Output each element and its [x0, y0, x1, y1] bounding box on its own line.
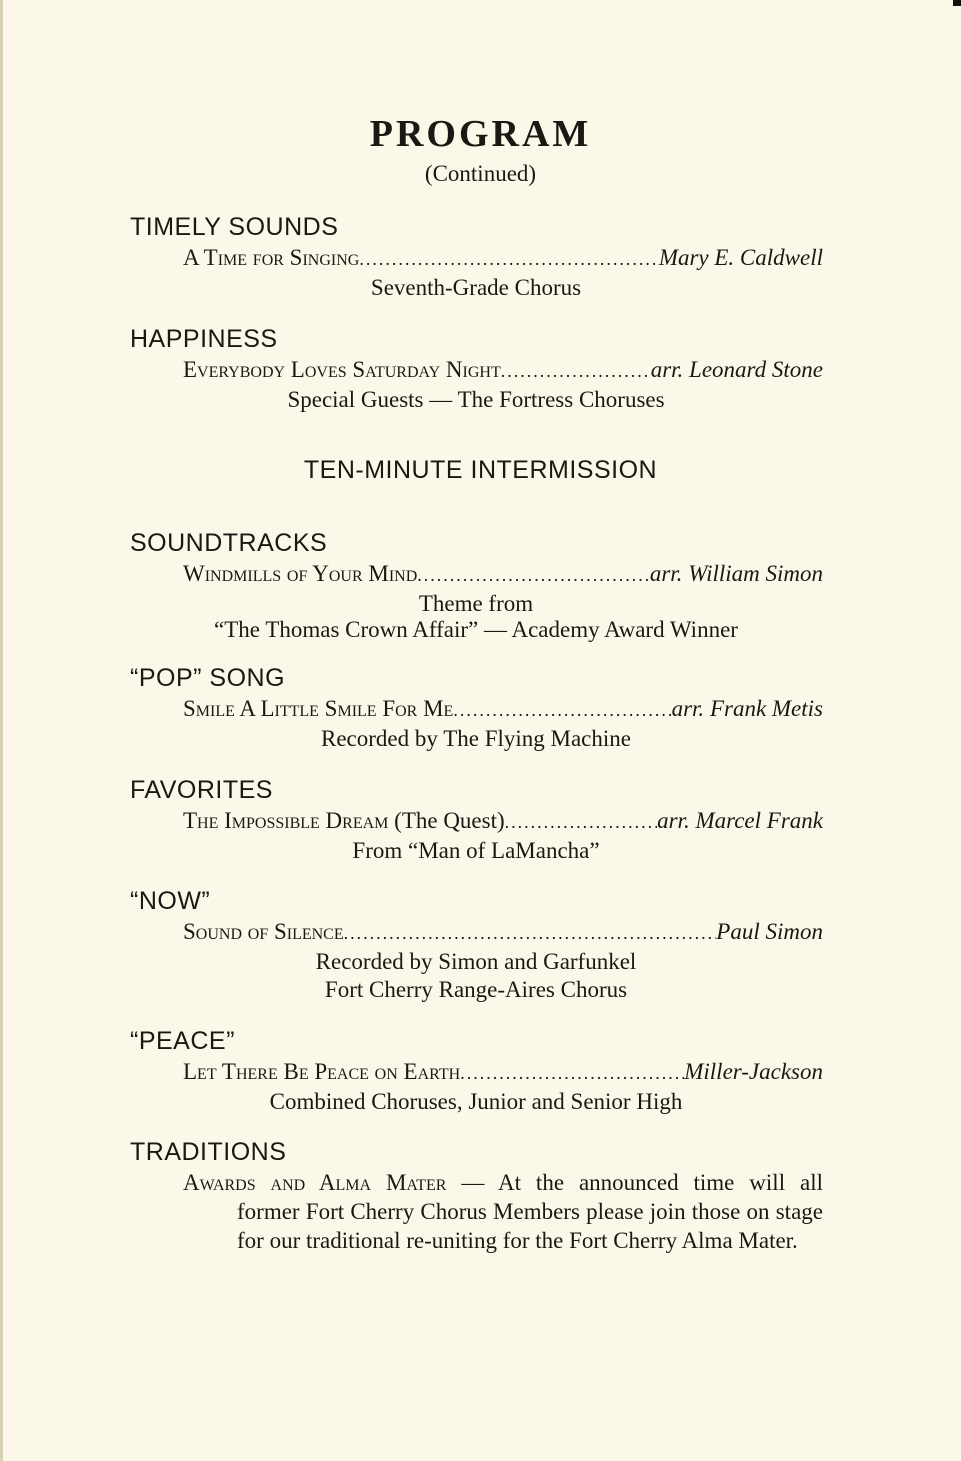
dot-leader: [359, 244, 658, 274]
traditions-paragraph: [183, 1168, 823, 1255]
piece-title: Smile A Little Smile For Me: [183, 696, 454, 721]
section-heading: SOUNDTRACKS: [130, 529, 328, 557]
dot-leader: [417, 560, 650, 590]
dot-leader: [505, 807, 657, 837]
arranger-prefix: arr.: [650, 357, 684, 382]
piece-title: Everybody Loves Saturday Night: [183, 357, 501, 382]
piece-subtitle: (The Quest): [394, 808, 505, 833]
section-heading: TRADITIONS: [130, 1138, 287, 1166]
section-heading: “PEACE”: [130, 1027, 235, 1055]
page-subtitle: (Continued): [424, 161, 537, 186]
program-item: [183, 243, 823, 274]
piece-title: Awards and Alma Mater: [183, 1170, 447, 1195]
section-timely-sounds: [130, 212, 830, 302]
program-item: [183, 917, 823, 948]
section-heading: “NOW”: [130, 887, 211, 915]
program-item: [183, 806, 823, 837]
performer-note: Seventh-Grade Chorus: [370, 275, 582, 300]
section-favorites: [130, 775, 830, 865]
traditions-text: former Fort Cherry Chorus Members please join those on stage for our traditional re-uniting for the Fort Cherry Alma Mater.: [237, 1199, 823, 1253]
dot-leader: [460, 1058, 684, 1088]
dot-leader: [344, 918, 717, 948]
performer-note: Special Guests — The Fortress Choruses: [287, 387, 665, 412]
dot-leader: [453, 695, 671, 725]
piece-title: The Impossible Dream: [183, 808, 389, 833]
composer: Paul Simon: [716, 919, 823, 944]
composer: Mary E. Caldwell: [658, 245, 823, 270]
composer: Marcel Frank: [695, 808, 823, 833]
intermission-label: TEN-MINUTE INTERMISSION: [303, 456, 658, 484]
section-peace: [130, 1026, 830, 1116]
performer-note: Combined Choruses, Junior and Senior High: [269, 1089, 683, 1114]
program-item: [183, 1057, 823, 1088]
performer-note: Recorded by The Flying Machine: [320, 726, 631, 751]
program-item: [183, 355, 823, 386]
piece-title: Windmills of Your Mind: [183, 561, 418, 586]
page-edge: [0, 0, 3, 1461]
performer-note: “The Thomas Crown Affair” — Academy Award Winner: [214, 617, 738, 642]
program-item: [183, 559, 823, 590]
arranger-prefix: arr.: [657, 808, 690, 833]
composer: Frank Metis: [709, 696, 823, 721]
program-item: [183, 694, 823, 725]
performer-note: Fort Cherry Range-Aires Chorus: [324, 977, 628, 1002]
section-traditions: [130, 1137, 830, 1255]
section-heading: “POP” SONG: [130, 664, 286, 692]
performer-note: Recorded by Simon and Garfunkel: [315, 949, 637, 974]
dot-leader: [501, 356, 651, 386]
arranger-prefix: arr.: [671, 696, 705, 721]
section-now: [130, 886, 830, 1004]
composer: William Simon: [688, 561, 823, 586]
piece-title: Let There Be Peace on Earth: [183, 1059, 461, 1084]
piece-title: Sound of Silence: [183, 919, 344, 944]
section-pop-song: [130, 663, 830, 753]
performer-note: From “Man of LaMancha”: [352, 838, 600, 863]
page-title: PROGRAM: [369, 113, 592, 155]
section-soundtracks: [130, 528, 830, 642]
composer: Leonard Stone: [689, 357, 823, 382]
section-heading: TIMELY SOUNDS: [130, 213, 339, 241]
traditions-first-line: [183, 1168, 823, 1197]
performer-note: Theme from: [418, 591, 534, 616]
section-heading: HAPPINESS: [130, 325, 278, 353]
piece-title: A Time for Singing: [183, 245, 360, 270]
composer: Miller-Jackson: [684, 1059, 823, 1084]
arranger-prefix: arr.: [649, 561, 683, 586]
traditions-text-start: — At the announced time will all: [461, 1170, 823, 1195]
section-heading: FAVORITES: [130, 776, 273, 804]
section-happiness: [130, 324, 830, 414]
corner-mark: [953, 0, 961, 6]
